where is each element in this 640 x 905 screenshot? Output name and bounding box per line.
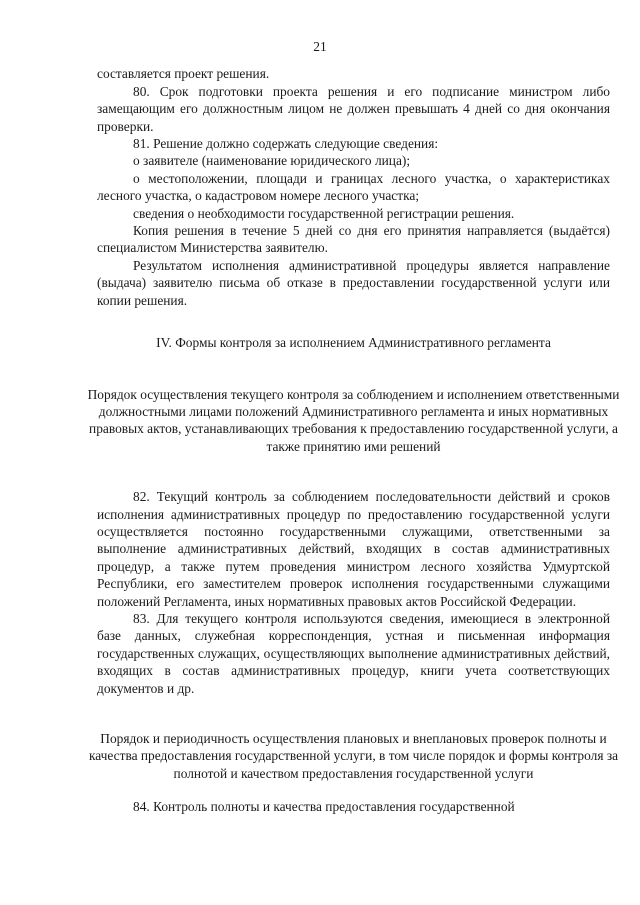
paragraph-location: о местоположении, площади и границах лесного участка, о характеристиках лесного участка, о кадастровом номере лесного участка; [97,170,610,204]
paragraph-applicant: о заявителе (наименование юридического лица); [133,153,411,169]
paragraph-registration: сведения о необходимости государственной регистрации решения. [133,205,515,221]
section-title: IV. Формы контроля за исполнением Административного регламента [156,335,551,351]
subheading-current-control: Порядок осуществления текущего контроля за соблюдением и исполнением ответственными должностными лицами положений Административного регламента и иных нормативных правовых актов, устанавливающих требования к предоставлению государственной услуги, а также принятию ими решений [87,386,620,454]
paragraph-80: 80. Срок подготовки проекта решения и его подписание министром либо замещающим его должностным лицом не должен превышать 4 дней со дня окончания проверки. [97,83,610,134]
subheading-inspections: Порядок и периодичность осуществления плановых и внеплановых проверок полноты и качества предоставления государственной услуги, в том числе порядок и формы контроля за полнотой и качеством предоставления государственной услуги [88,731,619,781]
paragraph-82: 82. Текущий контроль за соблюдением последовательности действий и сроков исполнения административных процедур по предоставлению государственной услуги осуществляется постоянно государственными служащими, ответственными за выполнение административных действий, входящих в состав административных процедур, а также путем проведения министром лесного хозяйства Удмуртской Республики, его заместителем проверок исполнения государственными служащими положений Регламента, иных нормативных правовых актов Российской Федерации. [97,489,610,609]
paragraph-83: 83. Для текущего контроля используются сведения, имеющиеся в электронной базе данных, служебная корреспонденция, устная и письменная информация государственных служащих, осуществляющих выполнение административных действий, входящих в состав административных процедур, книги учета соответствующих документов и др. [97,610,610,696]
paragraph-84: 84. Контроль полноты и качества предоставления государственной [133,799,515,815]
paragraph-continuation: составляется проект решения. [97,66,270,82]
page-number: 21 [313,39,327,54]
paragraph-81: 81. Решение должно содержать следующие сведения: [133,136,439,152]
paragraph-copy: Копия решения в течение 5 дней со дня его принятия направляется (выдаётся) специалистом Министерства заявителю. [97,223,610,256]
paragraph-result: Результатом исполнения административной процедуры является направление (выдача) заявителю письма об отказе в предоставлении государственной услуги или копии решения. [97,257,610,308]
